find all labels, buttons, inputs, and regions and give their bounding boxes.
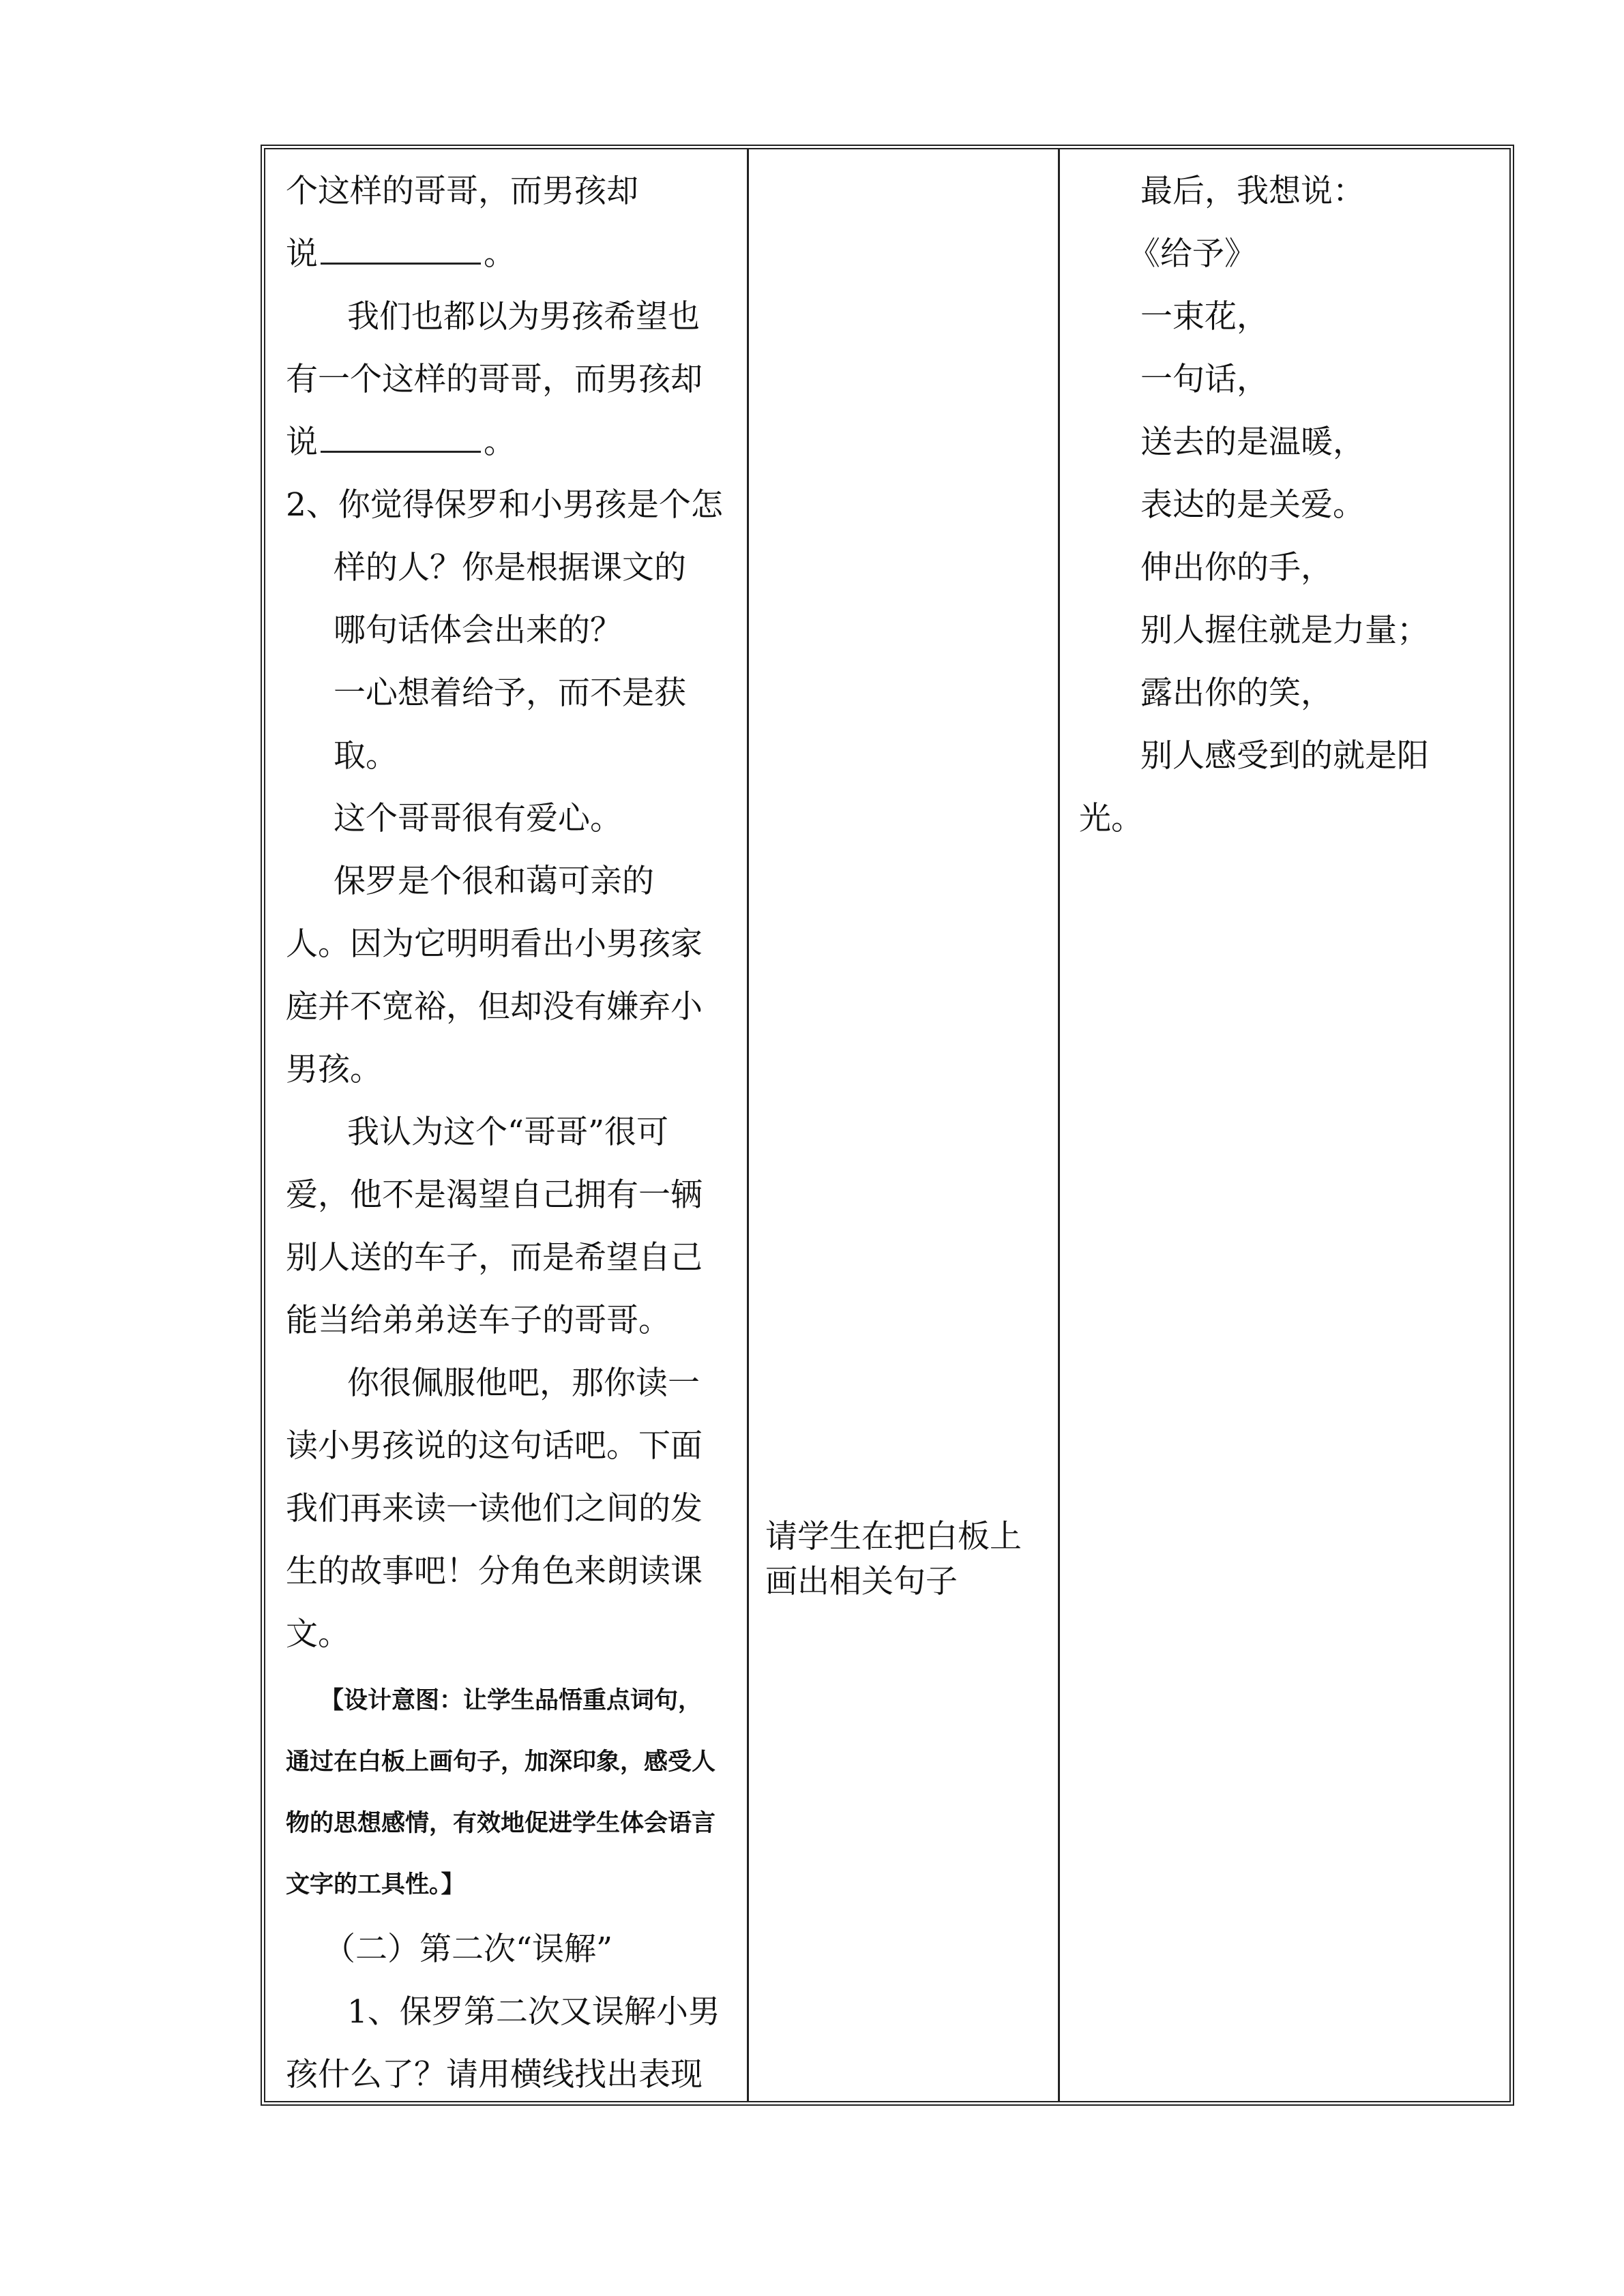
design-intent-note: 物的思想感情，有效地促进学生体会语言 bbox=[286, 1810, 716, 1837]
poem-line: 露出你的笑， bbox=[1140, 674, 1333, 712]
text-line: 有一个这样的哥哥，而男孩却 bbox=[286, 361, 703, 398]
poem-line: 一束花， bbox=[1140, 298, 1269, 336]
text-line: 画出相关句子 bbox=[765, 1563, 958, 1600]
poem-line: 一句话， bbox=[1140, 361, 1269, 398]
text-line: 生的故事吧！分角色来朗读课 bbox=[286, 1553, 703, 1590]
poem-line: 伸出你的手， bbox=[1140, 549, 1333, 586]
text-line: 这个哥哥很有爱心。 bbox=[334, 800, 622, 837]
text-line: 个这样的哥哥，而男孩却 bbox=[286, 173, 638, 210]
poem-line: 光。 bbox=[1079, 800, 1143, 837]
poem-line: 表达的是关爱。 bbox=[1140, 486, 1365, 524]
text-line: 文。 bbox=[286, 1615, 350, 1653]
text-line: 请学生在把白板上 bbox=[765, 1518, 1022, 1555]
text-line: 庭并不宽裕，但却没有嫌弃小 bbox=[286, 988, 703, 1026]
text-line: 说 。 bbox=[286, 235, 516, 273]
text-line: 1、保罗第二次又误解小男 bbox=[347, 1993, 720, 2031]
text-line: 取。 bbox=[334, 737, 398, 775]
text-line: 一心想着给予，而不是获 bbox=[334, 674, 686, 712]
design-intent-note: 文字的工具性。】 bbox=[286, 1871, 465, 1898]
text-line: 说 。 bbox=[286, 423, 516, 461]
lesson-table bbox=[261, 145, 1514, 2106]
fill-blank bbox=[321, 423, 481, 453]
text-line: 能当给弟弟送车子的哥哥。 bbox=[286, 1302, 670, 1339]
section-heading: （二）第二次“误解” bbox=[323, 1930, 613, 1968]
text-line: 样的人？你是根据课文的 bbox=[334, 549, 686, 586]
text-line: 男孩。 bbox=[286, 1051, 382, 1088]
text-line: 孩什么了？请用横线找出表现 bbox=[286, 2056, 703, 2093]
text-line: 我认为这个“哥哥”很可 bbox=[347, 1114, 669, 1151]
poem-title: 《给予》 bbox=[1128, 235, 1256, 273]
text-line: 你很佩服他吧，那你读一 bbox=[347, 1365, 700, 1402]
text-line: 最后，我想说： bbox=[1140, 173, 1365, 210]
teaching-content-cell bbox=[265, 149, 747, 2101]
text-line: 保罗是个很和蔼可亲的 bbox=[334, 863, 654, 900]
text-line: 我们也都以为男孩希望也 bbox=[347, 298, 700, 336]
text-line: 别人送的车子，而是希望自己 bbox=[286, 1239, 703, 1277]
poem-line: 别人握住就是力量； bbox=[1140, 612, 1429, 649]
fill-blank bbox=[321, 235, 481, 265]
poem-line: 别人感受到的就是阳 bbox=[1140, 737, 1429, 775]
design-intent-note: 【设计意图：让学生品悟重点词句， bbox=[320, 1687, 703, 1714]
question-line: 2、你觉得保罗和小男孩是个怎 bbox=[286, 486, 723, 524]
text-line: 人。因为它明明看出小男孩家 bbox=[286, 925, 703, 963]
poem-line: 送去的是温暖， bbox=[1140, 423, 1365, 461]
text-line: 哪句话体会出来的？ bbox=[334, 612, 622, 649]
text-line: 爱，他不是渴望自己拥有一辆 bbox=[286, 1176, 703, 1214]
teacher-activity-cell bbox=[747, 149, 1060, 2101]
student-activity-cell bbox=[1058, 149, 1509, 2101]
design-intent-note: 通过在白板上画句子，加深印象，感受人 bbox=[286, 1748, 716, 1776]
text-line: 我们再来读一读他们之间的发 bbox=[286, 1490, 703, 1527]
text-line: 读小男孩说的这句话吧。下面 bbox=[286, 1427, 703, 1465]
